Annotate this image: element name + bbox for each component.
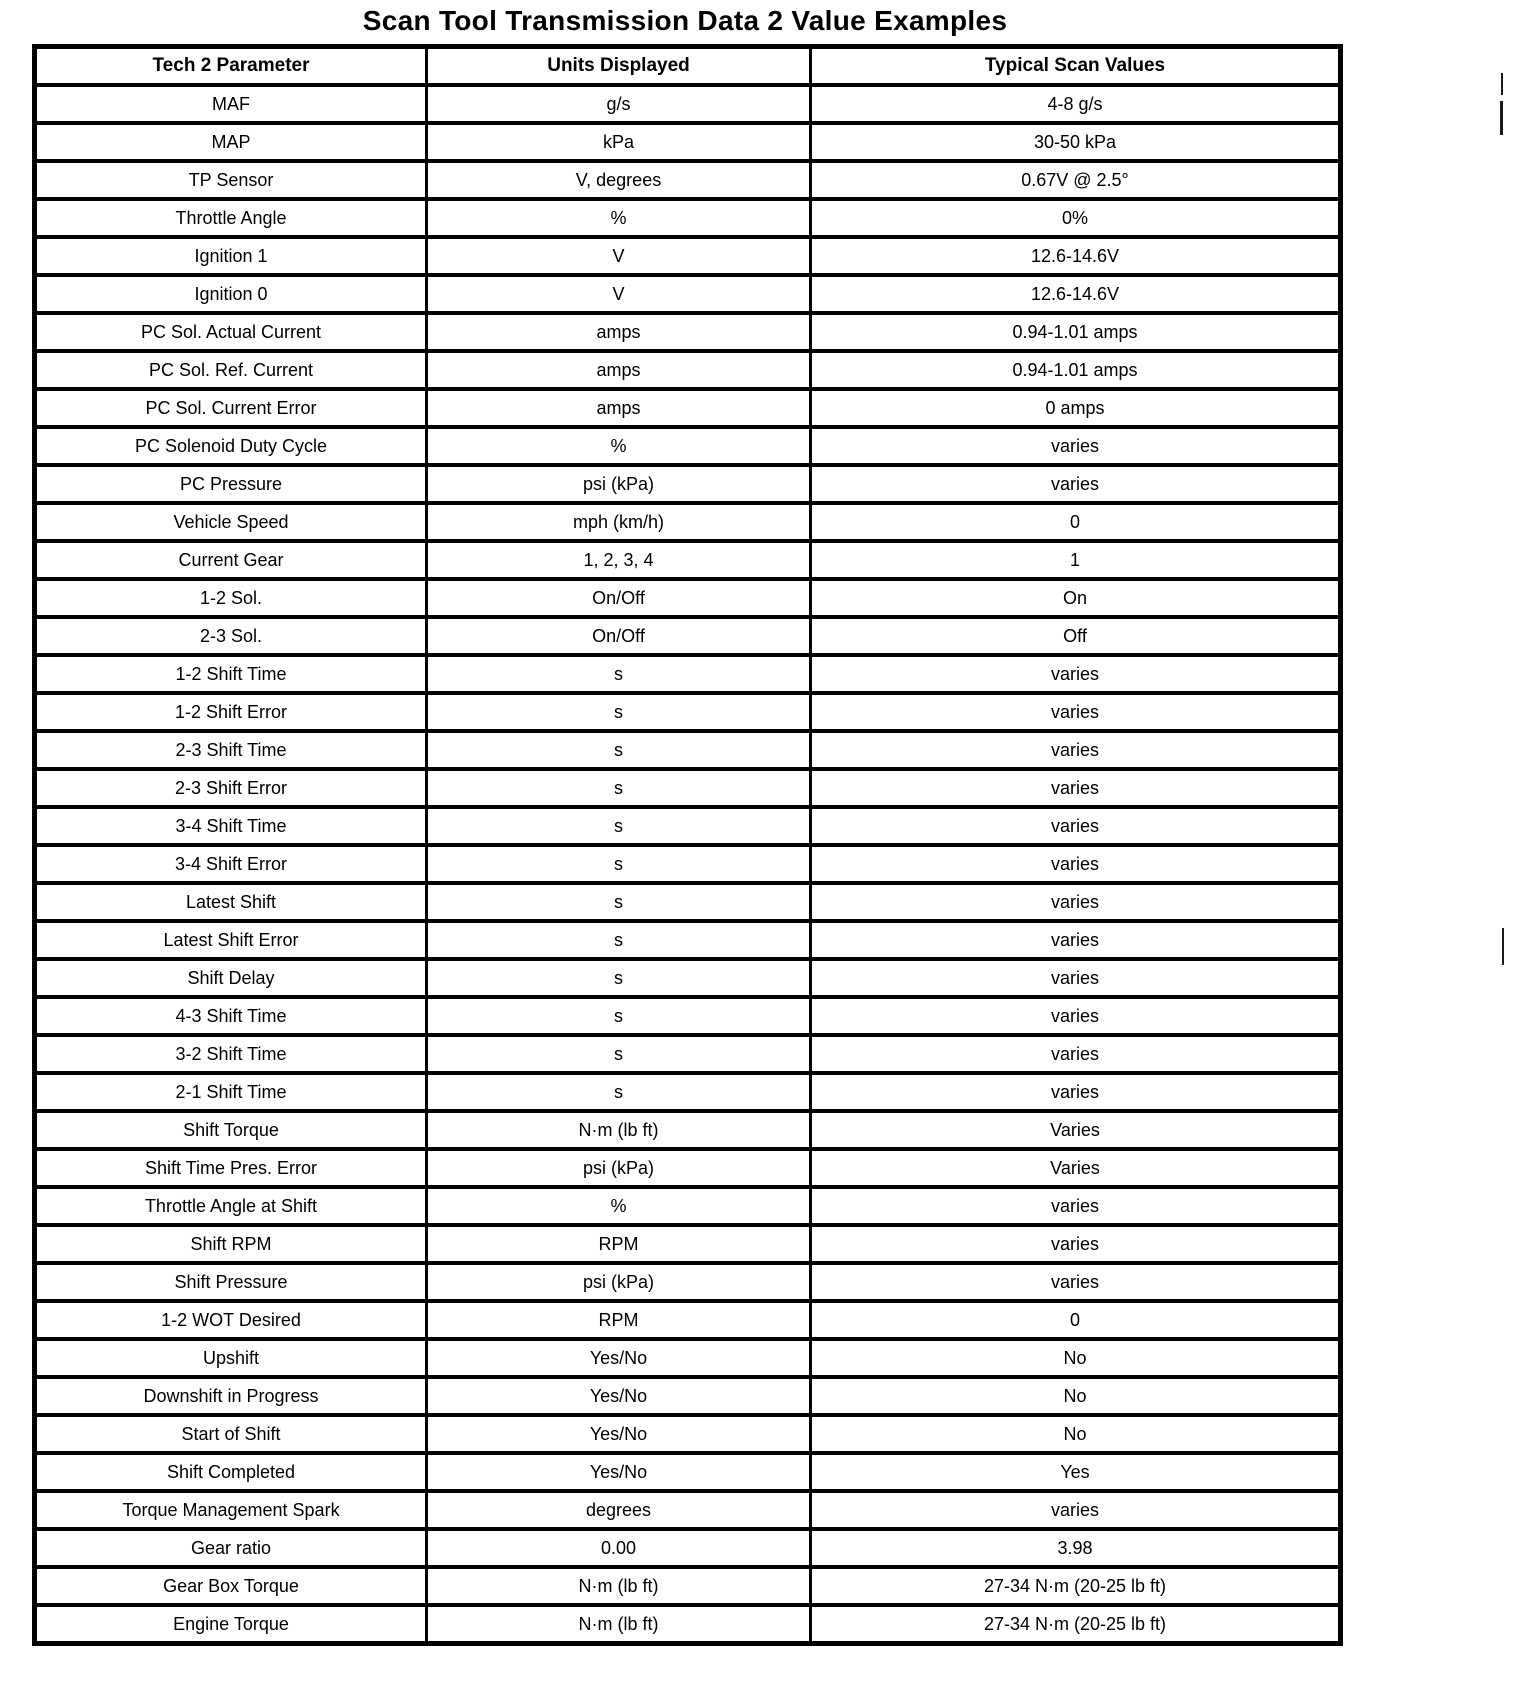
parameter-cell: 2-3 Shift Error xyxy=(35,769,427,807)
parameter-cell: 1-2 Shift Error xyxy=(35,693,427,731)
units-cell: RPM xyxy=(427,1225,811,1263)
scan-value-cell: Varies xyxy=(811,1111,1341,1149)
units-cell: 0.00 xyxy=(427,1529,811,1567)
table-row xyxy=(35,465,1341,503)
scan-value-cell: varies xyxy=(811,1491,1341,1529)
parameter-cell: MAF xyxy=(35,85,427,123)
table-row xyxy=(35,1263,1341,1301)
units-cell: Yes/No xyxy=(427,1415,811,1453)
parameter-cell: 1-2 Sol. xyxy=(35,579,427,617)
scan-artifact-mark xyxy=(1500,101,1503,135)
units-cell: % xyxy=(427,199,811,237)
units-cell: s xyxy=(427,921,811,959)
parameter-cell: Shift Delay xyxy=(35,959,427,997)
parameter-cell: 2-3 Sol. xyxy=(35,617,427,655)
units-cell: s xyxy=(427,997,811,1035)
scan-value-cell: No xyxy=(811,1415,1341,1453)
units-cell: V, degrees xyxy=(427,161,811,199)
parameter-cell: 1-2 Shift Time xyxy=(35,655,427,693)
table-row xyxy=(35,1529,1341,1567)
units-cell: s xyxy=(427,769,811,807)
parameter-cell: MAP xyxy=(35,123,427,161)
table-header-row xyxy=(35,47,1341,86)
units-cell: s xyxy=(427,959,811,997)
table-row xyxy=(35,1377,1341,1415)
units-cell: s xyxy=(427,655,811,693)
parameter-cell: PC Solenoid Duty Cycle xyxy=(35,427,427,465)
scan-value-cell: 30-50 kPa xyxy=(811,123,1341,161)
table-row xyxy=(35,85,1341,123)
units-cell: % xyxy=(427,1187,811,1225)
units-cell: N·m (lb ft) xyxy=(427,1111,811,1149)
parameter-cell: Shift Completed xyxy=(35,1453,427,1491)
scan-value-cell: On xyxy=(811,579,1341,617)
parameter-cell: 3-4 Shift Time xyxy=(35,807,427,845)
table-row xyxy=(35,1225,1341,1263)
units-cell: amps xyxy=(427,389,811,427)
parameter-cell: 3-2 Shift Time xyxy=(35,1035,427,1073)
parameter-cell: Throttle Angle at Shift xyxy=(35,1187,427,1225)
table-row xyxy=(35,351,1341,389)
table-row xyxy=(35,769,1341,807)
table-row xyxy=(35,1605,1341,1644)
page-title: Scan Tool Transmission Data 2 Value Examples xyxy=(362,5,1008,36)
table-row xyxy=(35,1187,1341,1225)
table-row xyxy=(35,503,1341,541)
scanned-document-page xyxy=(0,5,1520,1646)
scan-value-cell: 12.6-14.6V xyxy=(811,237,1341,275)
table-row xyxy=(35,275,1341,313)
units-cell: On/Off xyxy=(427,579,811,617)
scan-value-cell: 0 xyxy=(811,1301,1341,1339)
parameter-cell: PC Pressure xyxy=(35,465,427,503)
scan-value-cell: varies xyxy=(811,1263,1341,1301)
table-row xyxy=(35,1339,1341,1377)
scan-value-cell: varies xyxy=(811,1073,1341,1111)
table-row xyxy=(35,921,1341,959)
parameter-cell: Gear ratio xyxy=(35,1529,427,1567)
transmission-data-table xyxy=(32,44,1343,1646)
table-row xyxy=(35,427,1341,465)
units-cell: s xyxy=(427,1073,811,1111)
parameter-cell: 3-4 Shift Error xyxy=(35,845,427,883)
parameter-cell: Start of Shift xyxy=(35,1415,427,1453)
parameter-cell: Throttle Angle xyxy=(35,199,427,237)
scan-value-cell: varies xyxy=(811,655,1341,693)
scan-value-cell: varies xyxy=(811,959,1341,997)
parameter-cell: Torque Management Spark xyxy=(35,1491,427,1529)
parameter-cell: PC Sol. Current Error xyxy=(35,389,427,427)
scan-value-cell: 1 xyxy=(811,541,1341,579)
parameter-cell: Downshift in Progress xyxy=(35,1377,427,1415)
column-header-scan-values: Typical Scan Values xyxy=(811,47,1341,86)
scan-value-cell: varies xyxy=(811,427,1341,465)
scan-artifact-mark xyxy=(1501,73,1503,95)
table-row xyxy=(35,1035,1341,1073)
table-row xyxy=(35,1491,1341,1529)
parameter-cell: 1-2 WOT Desired xyxy=(35,1301,427,1339)
units-cell: s xyxy=(427,1035,811,1073)
parameter-cell: Latest Shift Error xyxy=(35,921,427,959)
scan-value-cell: varies xyxy=(811,769,1341,807)
units-cell: N·m (lb ft) xyxy=(427,1567,811,1605)
table-row xyxy=(35,883,1341,921)
parameter-cell: Gear Box Torque xyxy=(35,1567,427,1605)
scan-value-cell: 12.6-14.6V xyxy=(811,275,1341,313)
units-cell: kPa xyxy=(427,123,811,161)
scan-value-cell: varies xyxy=(811,731,1341,769)
units-cell: psi (kPa) xyxy=(427,1149,811,1187)
table-row xyxy=(35,693,1341,731)
scan-value-cell: varies xyxy=(811,883,1341,921)
scan-value-cell: varies xyxy=(811,465,1341,503)
table-row xyxy=(35,1301,1341,1339)
scan-value-cell: 4-8 g/s xyxy=(811,85,1341,123)
units-cell: amps xyxy=(427,313,811,351)
scan-value-cell: 0.94-1.01 amps xyxy=(811,351,1341,389)
table-row xyxy=(35,655,1341,693)
scan-value-cell: 0 xyxy=(811,503,1341,541)
parameter-cell: 2-1 Shift Time xyxy=(35,1073,427,1111)
scan-value-cell: varies xyxy=(811,921,1341,959)
units-cell: Yes/No xyxy=(427,1377,811,1415)
parameter-cell: Shift Torque xyxy=(35,1111,427,1149)
scan-value-cell: varies xyxy=(811,845,1341,883)
table-row xyxy=(35,199,1341,237)
scan-value-cell: Off xyxy=(811,617,1341,655)
parameter-cell: Upshift xyxy=(35,1339,427,1377)
parameter-cell: Engine Torque xyxy=(35,1605,427,1644)
units-cell: Yes/No xyxy=(427,1453,811,1491)
scan-artifact-mark xyxy=(1502,928,1504,965)
table-row xyxy=(35,1073,1341,1111)
table-row xyxy=(35,807,1341,845)
parameter-cell: PC Sol. Ref. Current xyxy=(35,351,427,389)
table-row xyxy=(35,997,1341,1035)
parameter-cell: 2-3 Shift Time xyxy=(35,731,427,769)
scan-value-cell: varies xyxy=(811,997,1341,1035)
scan-value-cell: Varies xyxy=(811,1149,1341,1187)
table-row xyxy=(35,389,1341,427)
parameter-cell: Ignition 0 xyxy=(35,275,427,313)
table-row xyxy=(35,959,1341,997)
scan-value-cell: Yes xyxy=(811,1453,1341,1491)
units-cell: mph (km/h) xyxy=(427,503,811,541)
units-cell: s xyxy=(427,845,811,883)
table-row xyxy=(35,579,1341,617)
parameter-cell: Current Gear xyxy=(35,541,427,579)
parameter-cell: 4-3 Shift Time xyxy=(35,997,427,1035)
table-row xyxy=(35,123,1341,161)
units-cell: amps xyxy=(427,351,811,389)
units-cell: Yes/No xyxy=(427,1339,811,1377)
table-row xyxy=(35,541,1341,579)
scan-value-cell: 27-34 N·m (20-25 lb ft) xyxy=(811,1605,1341,1644)
units-cell: % xyxy=(427,427,811,465)
parameter-cell: Vehicle Speed xyxy=(35,503,427,541)
table-row xyxy=(35,731,1341,769)
table-row xyxy=(35,1111,1341,1149)
parameter-cell: Latest Shift xyxy=(35,883,427,921)
scan-value-cell: varies xyxy=(811,807,1341,845)
scan-value-cell: varies xyxy=(811,1225,1341,1263)
units-cell: V xyxy=(427,275,811,313)
table-row xyxy=(35,1149,1341,1187)
table-row xyxy=(35,1453,1341,1491)
units-cell: degrees xyxy=(427,1491,811,1529)
units-cell: s xyxy=(427,693,811,731)
units-cell: s xyxy=(427,883,811,921)
table-row xyxy=(35,617,1341,655)
table-row xyxy=(35,313,1341,351)
scan-value-cell: varies xyxy=(811,1035,1341,1073)
table-row xyxy=(35,1567,1341,1605)
scan-value-cell: 27-34 N·m (20-25 lb ft) xyxy=(811,1567,1341,1605)
parameter-cell: Ignition 1 xyxy=(35,237,427,275)
units-cell: RPM xyxy=(427,1301,811,1339)
scan-value-cell: varies xyxy=(811,693,1341,731)
units-cell: 1, 2, 3, 4 xyxy=(427,541,811,579)
scan-value-cell: 3.98 xyxy=(811,1529,1341,1567)
units-cell: g/s xyxy=(427,85,811,123)
units-cell: V xyxy=(427,237,811,275)
units-cell: s xyxy=(427,731,811,769)
column-header-units: Units Displayed xyxy=(427,47,811,86)
scan-value-cell: 0.67V @ 2.5° xyxy=(811,161,1341,199)
units-cell: psi (kPa) xyxy=(427,465,811,503)
table-row xyxy=(35,1415,1341,1453)
parameter-cell: Shift Time Pres. Error xyxy=(35,1149,427,1187)
scan-value-cell: No xyxy=(811,1377,1341,1415)
units-cell: psi (kPa) xyxy=(427,1263,811,1301)
table-row xyxy=(35,845,1341,883)
scan-value-cell: 0% xyxy=(811,199,1341,237)
column-header-parameter: Tech 2 Parameter xyxy=(35,47,427,86)
table-row xyxy=(35,161,1341,199)
scan-value-cell: No xyxy=(811,1339,1341,1377)
units-cell: N·m (lb ft) xyxy=(427,1605,811,1644)
scan-value-cell: 0.94-1.01 amps xyxy=(811,313,1341,351)
table-row xyxy=(35,237,1341,275)
parameter-cell: Shift Pressure xyxy=(35,1263,427,1301)
table-body xyxy=(35,85,1341,1644)
parameter-cell: Shift RPM xyxy=(35,1225,427,1263)
parameter-cell: PC Sol. Actual Current xyxy=(35,313,427,351)
units-cell: s xyxy=(427,807,811,845)
scan-value-cell: 0 amps xyxy=(811,389,1341,427)
parameter-cell: TP Sensor xyxy=(35,161,427,199)
units-cell: On/Off xyxy=(427,617,811,655)
scan-value-cell: varies xyxy=(811,1187,1341,1225)
